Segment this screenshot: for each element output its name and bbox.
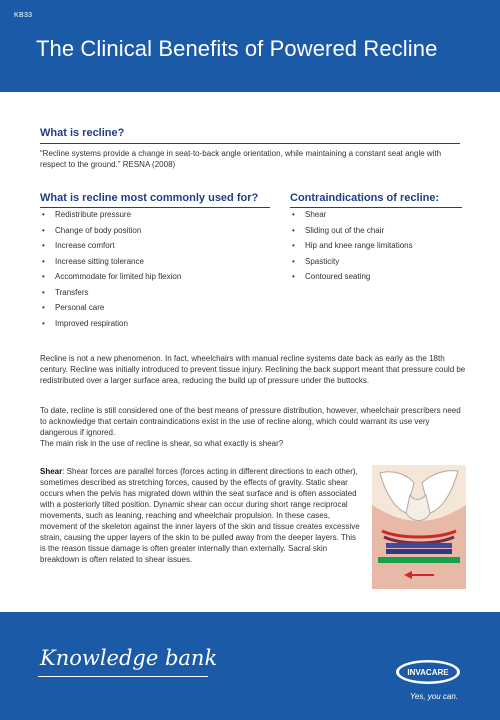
contraindications-heading: Contraindications of recline: bbox=[290, 192, 440, 204]
what-is-heading: What is recline? bbox=[40, 127, 125, 139]
knowledge-bank-title: Knowledge bank bbox=[40, 646, 218, 670]
list-item: • Personal care bbox=[42, 303, 105, 312]
contraindications-rule bbox=[290, 207, 462, 208]
recline-distribution-paragraph: To date, recline is still considered one of the best means of pressure distribution, however, wheelchair prescribers need to acknowledge that certain contraindications exist in the use of recline along, which could warrant its use very dangerous if ignored. bbox=[40, 406, 461, 437]
list-item: • Spasticity bbox=[292, 256, 340, 266]
list-item: • Sliding out of the chair bbox=[292, 225, 385, 235]
what-is-body: “Recline systems provide a change in seat-to-back angle orientation, while maintaining a constant seat angle with respect to the ground.” RESNA (2008) bbox=[40, 149, 442, 169]
what-is-rule bbox=[40, 143, 460, 144]
shear-label: Shear bbox=[40, 467, 63, 476]
list-item: • Transfers bbox=[42, 287, 89, 297]
used-for-heading: What is recline most commonly used for? bbox=[40, 192, 259, 204]
list-item: • Increase comfort bbox=[42, 241, 115, 250]
shear-illustration bbox=[372, 465, 466, 589]
list-item: • Hip and knee range limitations bbox=[292, 241, 413, 250]
invacare-logo bbox=[394, 658, 462, 686]
used-for-list bbox=[42, 209, 181, 333]
list-item: • Redistribute pressure bbox=[42, 210, 132, 219]
shear-paragraph bbox=[40, 466, 362, 565]
knowledge-bank-underline bbox=[38, 676, 208, 677]
list-item: • Shear bbox=[292, 210, 327, 219]
list-item: • Accommodate for limited hip flexion bbox=[42, 272, 182, 281]
shear-body: : Shear forces are parallel forces (forces acting in different directions to each other), sometimes described as stretching forces, caused by the effects of gravity. Static shear occurs when the pelvis has migrated down within the seat surface and is often associated with a posteriorly tilted position. Dynamic shear can occur during short range reciprocal movements, such as leaning, reaching and wheelchair propulsion. In these cases, movement of the skeleton against the inner layers of the skin and tissue creates excessive strain, causing the upper layers of the skin to be pulled away from the deeper layers. This is the reason tissue damage is often greater internally than externally. Sacral skin breakdown is often related to shear issues. bbox=[40, 467, 360, 564]
page-title: The Clinical Benefits of Powered Recline bbox=[36, 36, 438, 61]
used-for-rule bbox=[40, 207, 270, 208]
list-item: • Increase sitting tolerance bbox=[42, 256, 144, 266]
logo-text: INVACARE bbox=[407, 668, 449, 677]
list-item: • Improved respiration bbox=[42, 318, 128, 328]
document-code: KB33 bbox=[14, 12, 33, 19]
brand-tagline: Yes, you can. bbox=[410, 692, 459, 701]
shear-question-paragraph: The main risk in the use of recline is shear, so what exactly is shear? bbox=[40, 439, 284, 448]
header-banner bbox=[0, 0, 500, 92]
list-item: • Contoured seating bbox=[292, 272, 371, 281]
recline-history-paragraph: Recline is not a new phenomenon. In fact, wheelchairs with manual recline systems date back as early as the 18th century. Recline was initially introduced to prevent tissue injury. Reclining the back support meant that pressure could be redistributed over a larger surface area, reducing the build up of pressure under the buttocks. bbox=[40, 354, 466, 385]
contraindications-list bbox=[292, 209, 413, 287]
list-item: • Change of body position bbox=[42, 225, 142, 235]
